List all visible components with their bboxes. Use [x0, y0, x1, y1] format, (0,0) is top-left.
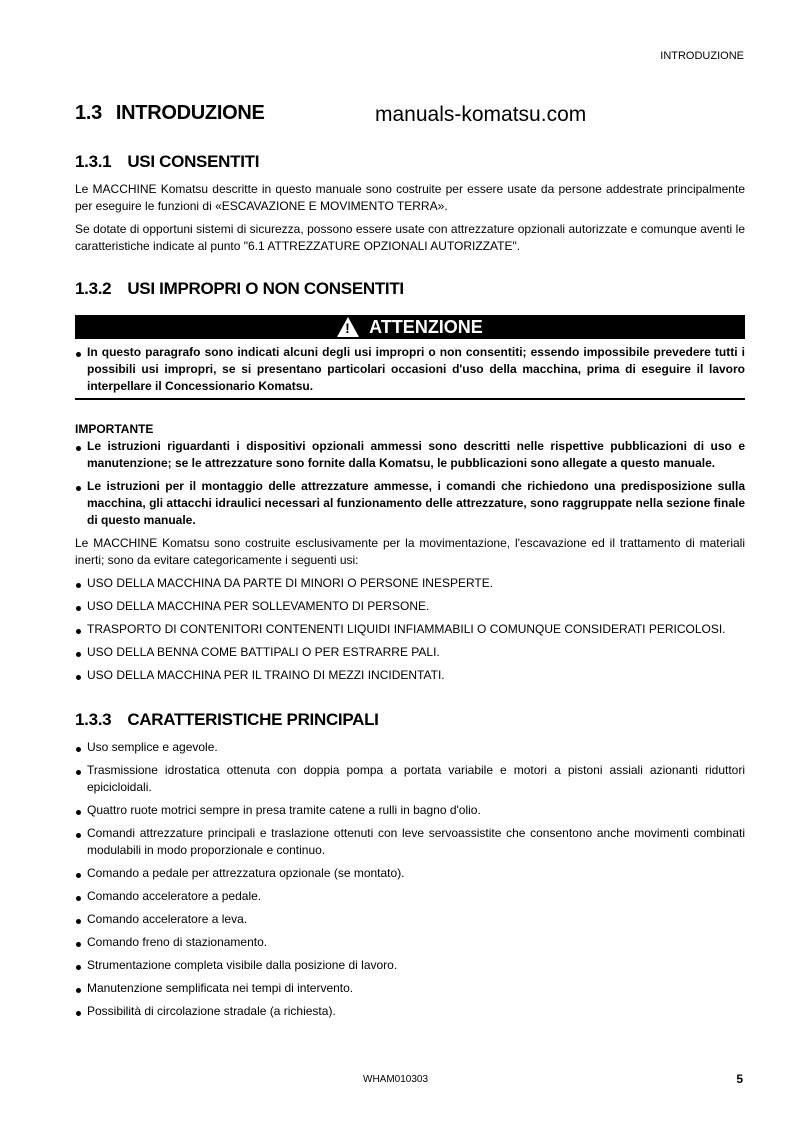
- document-code: WHAM010303: [363, 1074, 429, 1085]
- subsection-title: USI CONSENTITI: [127, 152, 260, 171]
- list-item: USO DELLA MACCHINA DA PARTE DI MINORI O PERSONE INESPERTE.: [75, 575, 745, 592]
- list-item: Comando acceleratore a leva.: [75, 911, 745, 928]
- features-list: [75, 739, 745, 1020]
- watermark: manuals-komatsu.com: [375, 103, 587, 126]
- subsection-title: USI IMPROPRI O NON CONSENTITI: [127, 279, 404, 298]
- subsection-number: 1.3.2: [75, 279, 112, 298]
- list-item: Le istruzioni riguardanti i dispositivi opzionali ammessi sono descritti nelle rispettive pubblicazioni di uso e manutenzione; se le attrezzature sono fornite dalla Komatsu, le pubblicazioni sono allegate a questo manuale.: [75, 438, 745, 472]
- list-item: Strumentazione completa visibile dalla posizione di lavoro.: [75, 957, 745, 974]
- subsection-heading-2: [75, 279, 745, 299]
- list-item: Trasmissione idrostatica ottenuta con doppia pompa a portata variabile e motori a pistoni assiali azionanti riduttori epicicloidali.: [75, 762, 745, 796]
- section-title: INTRODUZIONE: [115, 102, 265, 124]
- divider: [75, 398, 745, 400]
- list-item: USO DELLA BENNA COME BATTIPALI O PER ESTRARRE PALI.: [75, 644, 745, 661]
- page-content: [75, 0, 745, 1020]
- important-list: [75, 438, 745, 529]
- list-item: Quattro ruote motrici sempre in presa tramite catene a rulli in bagno d'olio.: [75, 802, 745, 819]
- paragraph: Le MACCHINE Komatsu sono costruite esclusivamente per la movimentazione, l'escavazione ed il trattamento di materiali inerti; sono da evitare categoricamente i seguenti usi:: [75, 536, 745, 567]
- subsection-heading-1: [75, 152, 745, 172]
- list-item: USO DELLA MACCHINA PER SOLLEVAMENTO DI PERSONE.: [75, 598, 745, 615]
- warning-triangle-icon: !: [337, 317, 359, 337]
- warning-label: ATTENZIONE: [369, 316, 483, 337]
- paragraph: Le MACCHINE Komatsu descritte in questo manuale sono costruite per essere usate da persone addestrate principalmente per eseguire le funzioni di «ESCAVAZIONE E MOVIMENTO TERRA».: [75, 182, 745, 213]
- list-item: Comando acceleratore a pedale.: [75, 888, 745, 905]
- list-item: Comandi attrezzature principali e traslazione ottenuti con leve servoassistite che consentono anche movimenti combinati modulabili in modo proporzionale e continuo.: [75, 825, 745, 859]
- important-label: IMPORTANTE: [75, 422, 154, 436]
- subsection-title: CARATTERISTICHE PRINCIPALI: [127, 710, 379, 729]
- warning-list: [75, 344, 745, 395]
- running-header: INTRODUZIONE: [660, 50, 744, 62]
- list-item: Comando freno di stazionamento.: [75, 934, 745, 951]
- warning-item: In questo paragrafo sono indicati alcuni degli usi impropri o non consentiti; essendo impossibile prevedere tutti i possibili usi impropri, se si presentano particolari occasioni d'uso della macchina, prima di eseguire il lavoro interpellare il Concessionario Komatsu.: [75, 344, 745, 395]
- subsection-number: 1.3.3: [75, 710, 112, 729]
- prohibited-uses-list: [75, 575, 745, 684]
- list-item: Le istruzioni per il montaggio delle attrezzature ammesse, i comandi che richiedono una predisposizione sulla macchina, gli attacchi idraulici necessari al funzionamento delle attrezzature, sono raggruppate nella sezione finale di questo manuale.: [75, 478, 745, 529]
- warning-banner: [75, 315, 745, 339]
- section-number: 1.3: [75, 102, 102, 124]
- paragraph: Se dotate di opportuni sistemi di sicurezza, possono essere usate con attrezzature opzionali autorizzate e comunque aventi le caratteristiche indicate al punto "6.1 ATTREZZATURE OPZIONALI AUTORIZZATE".: [75, 222, 745, 253]
- list-item: Uso semplice e agevole.: [75, 739, 745, 756]
- subsection-number: 1.3.1: [75, 152, 112, 171]
- subsection-heading-3: [75, 710, 745, 730]
- list-item: USO DELLA MACCHINA PER IL TRAINO DI MEZZI INCIDENTATI.: [75, 667, 745, 684]
- section-heading: [75, 101, 265, 125]
- list-item: Manutenzione semplificata nei tempi di intervento.: [75, 980, 745, 997]
- section-heading-row: [75, 101, 745, 125]
- list-item: Comando a pedale per attrezzatura opzionale (se montato).: [75, 865, 745, 882]
- list-item: TRASPORTO DI CONTENITORI CONTENENTI LIQUIDI INFIAMMABILI O COMUNQUE CONSIDERATI PERICOLOSI.: [75, 621, 745, 638]
- list-item: Possibilità di circolazione stradale (a richiesta).: [75, 1003, 745, 1020]
- page-number: 5: [736, 1072, 743, 1086]
